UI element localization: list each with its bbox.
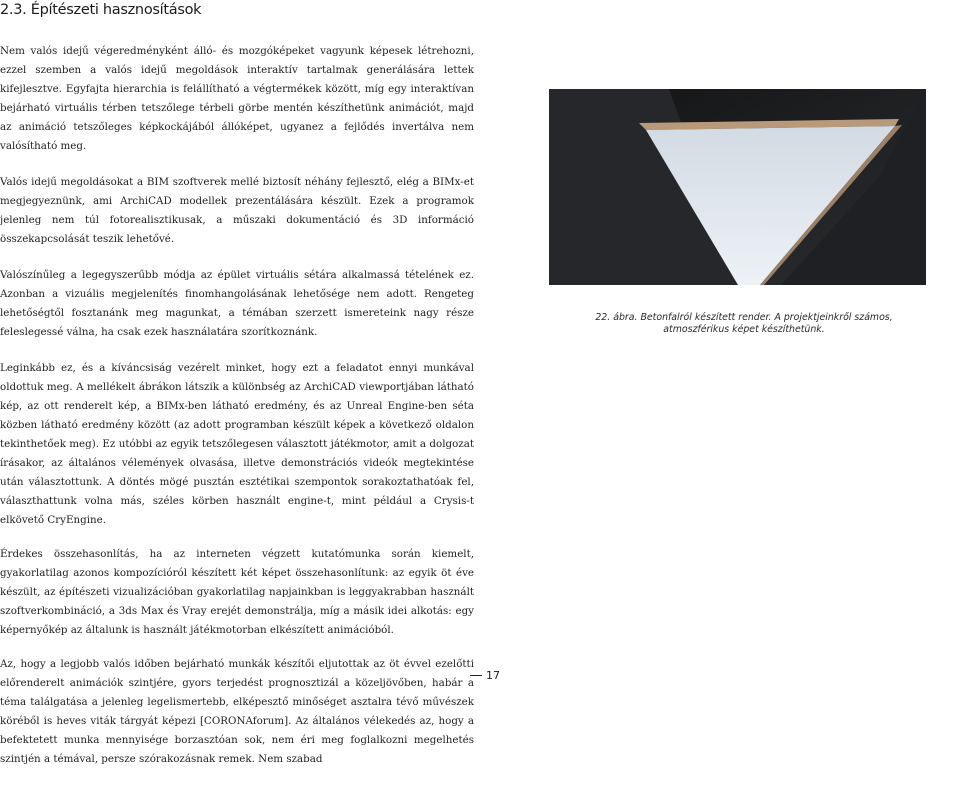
section-heading: 2.3. Építészeti hasznosítások bbox=[0, 2, 202, 18]
paragraph-2: Valós idejű megoldásokat a BIM szoftverek mellé biztosít néhány fejlesztő, elég a BIMx-et megjegyeznünk, ami ArchiCAD modellek prezentálására készült. Ezek a programok jelenleg nem túl fotorealisztikusak, a műszaki dokumentáció és 3D információ összekapcsolását teszik lehetővé. bbox=[0, 176, 474, 245]
concrete-render-image bbox=[549, 89, 926, 285]
paragraph-6: Az, hogy a legjobb valós időben bejárható munkák készítői eljutottak az öt évvel ezelőtti előrenderelt animációk szintjére, gyors terjedést prognosztizál a közeljövőben, habár a téma találgatása a jelenleg legelismertebb, elképesztő minőséget asztalra tévő művészek köréből is heves viták tárgyát képezi [CORONAforum]. Az általános vélekedés az, hogy a befektetett munka mennyisége borzasztóan sok, nem éri meg foglalkozni megelhetés szintjén a témával, persze szórakozásnak remek. Nem szabad bbox=[0, 658, 474, 765]
paragraph-1: Nem valós idejű végeredményként álló- és mozgóképeket vagyunk képesek létrehozni, ezzel szemben a valós idejű megoldások interaktív tartalmak generálására lettek kifejlesztve. Egyfajta hierarchia is felállítható a végtermékek között, míg egy interaktívan bejárható virtuális térben tetszőlege térbeli görbe mentén készíthetünk animációt, majd az animáció tetszőleges képkockájából állóképet, ugyanez a fejlődés invertálva nem valósítható meg. bbox=[0, 45, 474, 152]
paragraph-3: Valószínűleg a legegyszerűbb módja az épület virtuális sétára alkalmassá tételének ez. Azonban a vizuális megjelenítés finomhangolásának lehetősége nem adott. Rengeteg lehetőségtől fosztanánk meg magunkat, a témában szerzett ismereteink nagy része feleslegessé válna, ha csak ezek használatára szorítkoznánk. bbox=[0, 269, 474, 338]
paragraph-4: Leginkább ez, és a kíváncsiság vezérelt minket, hogy ezt a feladatot ennyi munkával oldottuk meg. A mellékelt ábrákon látszik a különbség az ArchiCAD viewportjában látható kép, az ott renderelt kép, a BIMx-ben látható eredmény, és az Unreal Engine-ben séta közben látható eredmény között (az adott programban készült képek a következő oldalon tekinthetőek meg). Ez utóbbi az egyik tetszőlegesen választott játékmotor, amit a dolgozat írásakor, az általános vélemények olvasása, illetve demonstrációs videók megtekintése után választottunk. A döntés mögé pusztán esztétikai szempontok sorakoztathatóak fel, választhattunk volna más, széles körben használt engine-t, mint például a Crysis-t elkövető CryEngine. bbox=[0, 362, 474, 526]
footer-rule bbox=[470, 675, 482, 676]
figure-caption: 22. ábra. Betonfalról készített render. A projektjeinkről számos, atmoszférikus képet készíthetünk. bbox=[595, 312, 893, 335]
paragraph-5: Érdekes összehasonlítás, ha az interneten végzett kutatómunka során kiemelt, gyakorlatilag azonos kompozícióról készített két képet összehasonlítunk: az egyik öt éve készült, az építészeti vizualizációban gyakorlatilag napjainkban is leggyakrabban használt szoftverkombináció, a 3ds Max és Vray erejét demonstrálja, míg a másik idei alkotás: egy képernyőkép az általunk is használt játékmotorban elkészített animációból. bbox=[0, 548, 474, 636]
body-text-column bbox=[0, 42, 474, 786]
page-number: 17 bbox=[486, 668, 500, 682]
page-footer bbox=[470, 668, 500, 682]
concrete-render-illustration bbox=[549, 89, 926, 285]
